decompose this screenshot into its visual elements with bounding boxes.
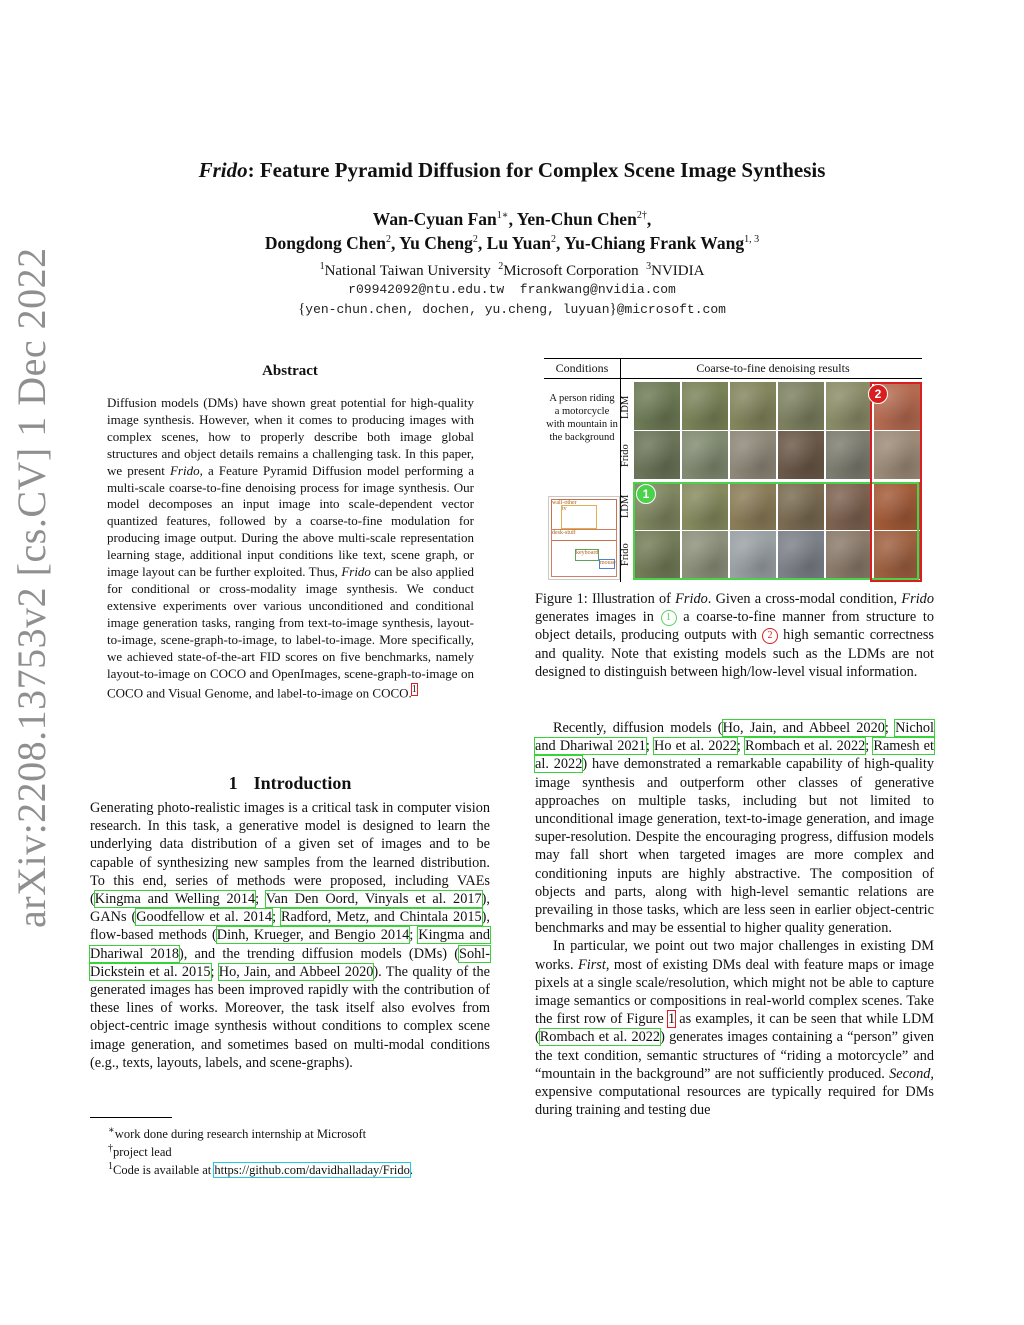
footnote-text: work done during research internship at Microsoft (114, 1127, 367, 1142)
intro-text: ). The quality of the generated images has been improved rapidly with the contribution of these lines of works. Moreover, the task itself also evolves from object-centric image synthesis without conditions to complex scene image generation, and sometimes based on multi-modal conditions (e.g., texts, layouts, labels, and scene-graphs). (90, 963, 491, 1071)
final-output-highlight (870, 382, 922, 582)
intro-heading (90, 773, 490, 794)
result-image-tile (634, 431, 680, 479)
author-name: Yu Cheng (399, 233, 473, 253)
footnote-mark: ∗ (108, 1125, 115, 1136)
footnote-text: project lead (113, 1145, 172, 1160)
intro-text: ), flow-based methods ( (90, 909, 490, 944)
affil-sup: 1 (319, 261, 325, 272)
intro-text: ), and the trending diffusion models (DMs) ( (179, 945, 460, 962)
citation-link[interactable]: Kingma and Welling 2014 (94, 891, 256, 908)
citation-link[interactable]: Nichol and Dhariwal 2021 (535, 720, 935, 755)
intro-text: Generating photo-realistic images is a critical task in computer vision research. In this task, a generative model is designed to learn the underlying data distribution of a given set of images and to be capable of synthesizing new samples from the learned distribution. To this end, series of methods were proposed, including VAEs ( (90, 800, 490, 908)
intro-body (90, 799, 490, 1072)
body-text: ; (865, 738, 874, 755)
result-image-tile (778, 382, 824, 430)
citation-link[interactable]: Ho, Jain, and Abbeel 2020 (722, 720, 885, 736)
citation-link[interactable]: Goodfellow et al. 2014 (136, 909, 273, 926)
result-image-tile (634, 382, 680, 430)
paper-title (100, 158, 924, 183)
citation-link[interactable]: Van Den Oord, Vinyals et al. 2017 (265, 891, 482, 908)
figure-layout-condition (548, 496, 620, 580)
caption-text: Figure 1: Illustration of (535, 591, 676, 607)
citation-link[interactable]: Dinh, Krueger, and Bengio 2014 (216, 927, 410, 944)
author-name: Wan-Cyuan Fan (372, 209, 497, 229)
abstract-frido: Frido (341, 564, 371, 580)
paragraph (535, 719, 934, 937)
body-text: ; (645, 738, 654, 755)
result-image-tile (682, 382, 728, 430)
paragraph (535, 937, 934, 1119)
figure-header-rule (544, 378, 922, 379)
caption-text: . Given a cross-modal condition, (707, 591, 902, 607)
citation-link[interactable]: Ramesh et al. 2022 (535, 738, 934, 773)
title-rest: : Feature Pyramid Diffusion for Complex Scene Image Synthesis (247, 158, 826, 182)
footnote-text: Code is available at (113, 1163, 215, 1178)
circled-2-icon: 2 (762, 628, 778, 644)
badge-2: 2 (868, 384, 888, 404)
row-label-ldm: LDM (620, 494, 631, 518)
figure-col-results: Coarse-to-fine denoising results (696, 361, 850, 375)
caption-frido: Frido (675, 591, 708, 607)
author-sup: 2† (636, 210, 647, 222)
footnote-2 (108, 1143, 172, 1160)
footnote-3 (108, 1161, 413, 1178)
figure-top-rule (544, 358, 922, 359)
abstract-text: can be also applied for conditional or cross-modality image synthesis. We conduct extensive experiments over various unconditioned and conditional image generation tasks, ranging from text-to-image synthesis, layout-to-image, scene-graph-to-image, to label-to-image. More specifically, we achieved state-of-the-art FID scores on five benchmarks, namely layout-to-image on COCO and OpenImages, scene-graph-to-image on COCO and Visual Genome, and label-to-image on COCO. (107, 564, 475, 701)
affil-sup: 3 (646, 261, 652, 272)
citation-link[interactable]: Rombach et al. 2022 (745, 738, 866, 755)
result-image-tile (730, 382, 776, 430)
author-sup: 2 (551, 234, 557, 246)
layout-label: tv (562, 506, 567, 512)
body-text: In particular, we point out two major challenges in existing DM works. (535, 938, 934, 973)
citation-link[interactable]: Radford, Metz, and Chintala 2015 (280, 909, 482, 926)
author-name: Yu-Chiang Frank Wang (564, 233, 745, 253)
footnote-mark: 1 (108, 1161, 113, 1172)
abstract-heading: Abstract (262, 363, 318, 379)
affil-name: National Taiwan University (324, 263, 491, 279)
intro-text: ; (272, 909, 281, 926)
footnote-link[interactable]: 1 (411, 684, 417, 696)
arxiv-stamp: arXiv:2208.13753v2 [cs.CV] 1 Dec 2022 (9, 247, 54, 928)
abstract-text: , a Feature Pyramid Diffusion model performing a multi-scale coarse-to-fine denoising process for image synthesis. Our model decomposes an input image into scale-dependent vector quantized features, followed by a coarse-to-fine modulation for producing image output. During the above multi-scale representation learning stage, additional input conditions like text, scene graph, or image layout can be further exploited. Thus, (107, 462, 474, 580)
caption-text: high semantic correctness and quality. Note that existing models such as the LDMs are not designed to distinguish between high/low-level visual information. (535, 627, 934, 680)
caption-frido: Frido (901, 591, 934, 607)
figure-caption (535, 590, 934, 681)
footnote-mark: † (108, 1143, 113, 1154)
citation-link[interactable]: Kingma and Dhariwal 2018 (90, 927, 491, 962)
authors-line-2: Dongdong Chen$^2$, Yu Cheng$^2$, Lu Yuan$^2$, Yu-Chiang Frank Wang$^{1, 3}$ (264, 233, 760, 253)
body-text: , expensive computational resources are typically required for DMs during training and testing due (535, 1065, 934, 1119)
figure-text-condition: A person riding a motorcycle with mountain in the background (546, 393, 618, 443)
citation-link[interactable]: Rombach et al. 2022 (539, 1029, 661, 1046)
right-column-body (535, 719, 934, 1119)
intro-text: ; (255, 891, 266, 908)
emphasis: First (578, 956, 606, 973)
section-number: 1 (228, 773, 238, 793)
body-text: ; (884, 720, 896, 736)
citation-link[interactable]: Sohl-Dickstein et al. 2015 (90, 945, 491, 980)
email-line-2: {yen-chun.chen, dochen, yu.cheng, luyuan}@microsoft.com (298, 301, 726, 317)
badge-1: 1 (636, 484, 656, 504)
affil-name: NVIDIA (651, 263, 705, 279)
author-sup: 2 (472, 234, 478, 246)
figure-col-conditions: Conditions (555, 361, 609, 375)
affil-sup: 2 (498, 261, 504, 272)
email-names: yen-chun.chen, dochen, yu.cheng, luyuan (305, 302, 610, 317)
layout-label: mouse (600, 560, 616, 566)
layout-box-tv (561, 505, 597, 529)
emphasis: Second (889, 1065, 931, 1082)
author-name: Yen-Chun Chen (516, 209, 637, 229)
intro-text: ; (409, 927, 419, 944)
figure-ref-link[interactable]: 1 (667, 1011, 676, 1028)
caption-text: a coarse-to-fine manner from structure to object details, producing outputs with (535, 609, 934, 644)
layout-label: keyboard (576, 550, 599, 556)
result-image-tile (826, 431, 872, 479)
figure-1 (544, 358, 922, 584)
email-domain: @microsoft.com (616, 302, 726, 317)
intro-text: ; (210, 963, 219, 980)
row-label-frido: Frido (620, 543, 631, 567)
row-label-frido: Frido (620, 444, 631, 468)
citation-link[interactable]: Ho, Jain, and Abbeel 2020 (218, 963, 374, 980)
affiliations (100, 261, 924, 280)
footnote-1 (108, 1125, 366, 1142)
intro-text: ), GANs ( (90, 891, 490, 926)
author-name: Dongdong Chen (264, 233, 387, 253)
body-text: , most of existing DMs deal with feature maps or image pixels at a single scale/resolution, which might not be able to capture image semantics or compositions in real-world complex scenes. Take the first row of Figure (535, 956, 934, 1028)
result-image-tile (778, 431, 824, 479)
caption-text: generates images in (535, 609, 661, 626)
author-sup: 1∗ (496, 210, 509, 222)
layout-label: wall-other (552, 500, 577, 506)
body-text: Recently, diffusion models ( (553, 720, 723, 736)
author-name: Lu Yuan (486, 233, 552, 253)
layout-box-mouse (599, 559, 615, 569)
layout-box-keyboard (575, 549, 599, 561)
citation-link[interactable]: Ho et al. 2022 (654, 738, 737, 755)
author-sup: 1, 3 (744, 234, 760, 246)
email-line-1: r09942092@ntu.edu.tw frankwang@nvidia.com (348, 282, 676, 297)
authors-line-1: Wan-Cyuan Fan$^{1∗}$, Yen-Chun Chen$^{2\dagger}$, (372, 209, 652, 229)
body-text: ; (736, 738, 746, 755)
circled-1-icon: 1 (661, 610, 677, 626)
footnote-text: . (409, 1163, 413, 1178)
body-text: as examples, it can be seen that while LDM ( (535, 1011, 934, 1046)
code-url-link[interactable]: https://github.com/davidhalladay/Frido (214, 1163, 410, 1178)
abstract-text: Diffusion models (DMs) have shown great potential for high-quality image synthesis. However, when it comes to producing images with complex scenes, how to properly describe both image global structures and object details remains a challenging task. In this paper, we present (107, 395, 474, 478)
body-text: ) have demonstrated a remarkable capability of high-quality image synthesis and outperform other classes of generative approaches on multiple tasks, including but not limited to unconditional image generation, text-to-image generation, and image super-resolution. Despite the encouraging progress, diffusion models may fall short when targeted images are more complex and conditioning inputs are highly abstractive. The composition of objects and parts, along with high-level semantic relations are prevailing in those tasks, which are less seen in earlier object-centric benchmarks and may be essential to higher quality generation. (535, 756, 934, 937)
row-label-ldm: LDM (620, 395, 631, 419)
abstract-body (107, 395, 474, 703)
body-text: ) generates images containing a “person” given the text condition, semantic structures of “riding a motorcycle” and “mountain in the background” are not sufficiently produced. (535, 1029, 934, 1082)
abstract-frido: Frido (169, 462, 200, 478)
footnote-rule (90, 1117, 172, 1118)
layout-label: desk-stuff (552, 530, 576, 536)
result-image-tile (826, 382, 872, 430)
author-sup: 2 (386, 234, 392, 246)
affil-name: Microsoft Corporation (503, 263, 639, 279)
title-italic: Frido (198, 158, 248, 182)
section-title: Introduction (253, 773, 352, 793)
result-image-tile (730, 431, 776, 479)
result-image-tile (682, 431, 728, 479)
